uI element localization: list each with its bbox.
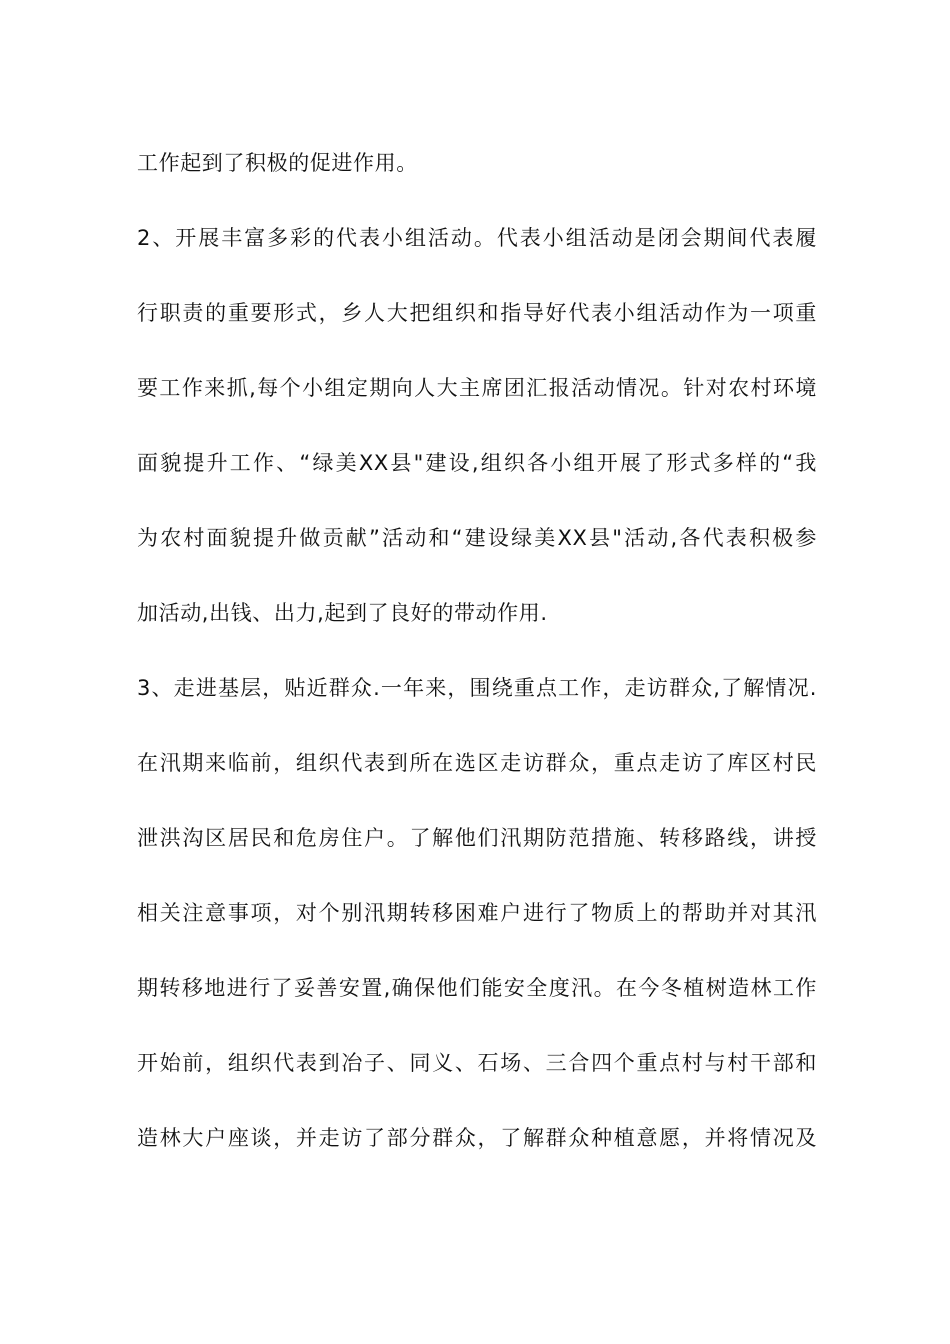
text-line: 2、开展丰富多彩的代表小组活动。代表小组活动是闭会期间代表履 (137, 226, 817, 250)
text-line: 为农村面貌提升做贡献”活动和“建设绿美XX县"活动,各代表积极参 (137, 526, 817, 550)
text-line: 泄洪沟区居民和危房住户。了解他们汛期防范措施、转移路线，讲授 (137, 826, 817, 850)
text-line: 行职责的重要形式，乡人大把组织和指导好代表小组活动作为一项重 (137, 301, 817, 325)
text-line: 相关注意事项，对个别汛期转移困难户进行了物质上的帮助并对其汛 (137, 901, 817, 925)
text-line: 要工作来抓,每个小组定期向人大主席团汇报活动情况。针对农村环境 (137, 376, 817, 400)
text-line: 期转移地进行了妥善安置,确保他们能安全度汛。在今冬植树造林工作 (137, 976, 817, 1000)
text-line: 3、走进基层，贴近群众.一年来，围绕重点工作，走访群众,了解情况. (137, 676, 817, 700)
text-line: 加活动,出钱、出力,起到了良好的带动作用. (137, 601, 548, 625)
text-line: 工作起到了积极的促进作用。 (137, 151, 418, 175)
text-line: 在汛期来临前，组织代表到所在选区走访群众，重点走访了库区村民 (137, 751, 817, 775)
text-line: 面貌提升工作、“绿美XX县"建设,组织各小组开展了形式多样的“我 (137, 451, 817, 475)
text-line: 开始前，组织代表到冶子、同义、石场、三合四个重点村与村干部和 (137, 1051, 817, 1075)
text-line: 造林大户座谈，并走访了部分群众，了解群众种植意愿，并将情况及 (137, 1126, 817, 1150)
